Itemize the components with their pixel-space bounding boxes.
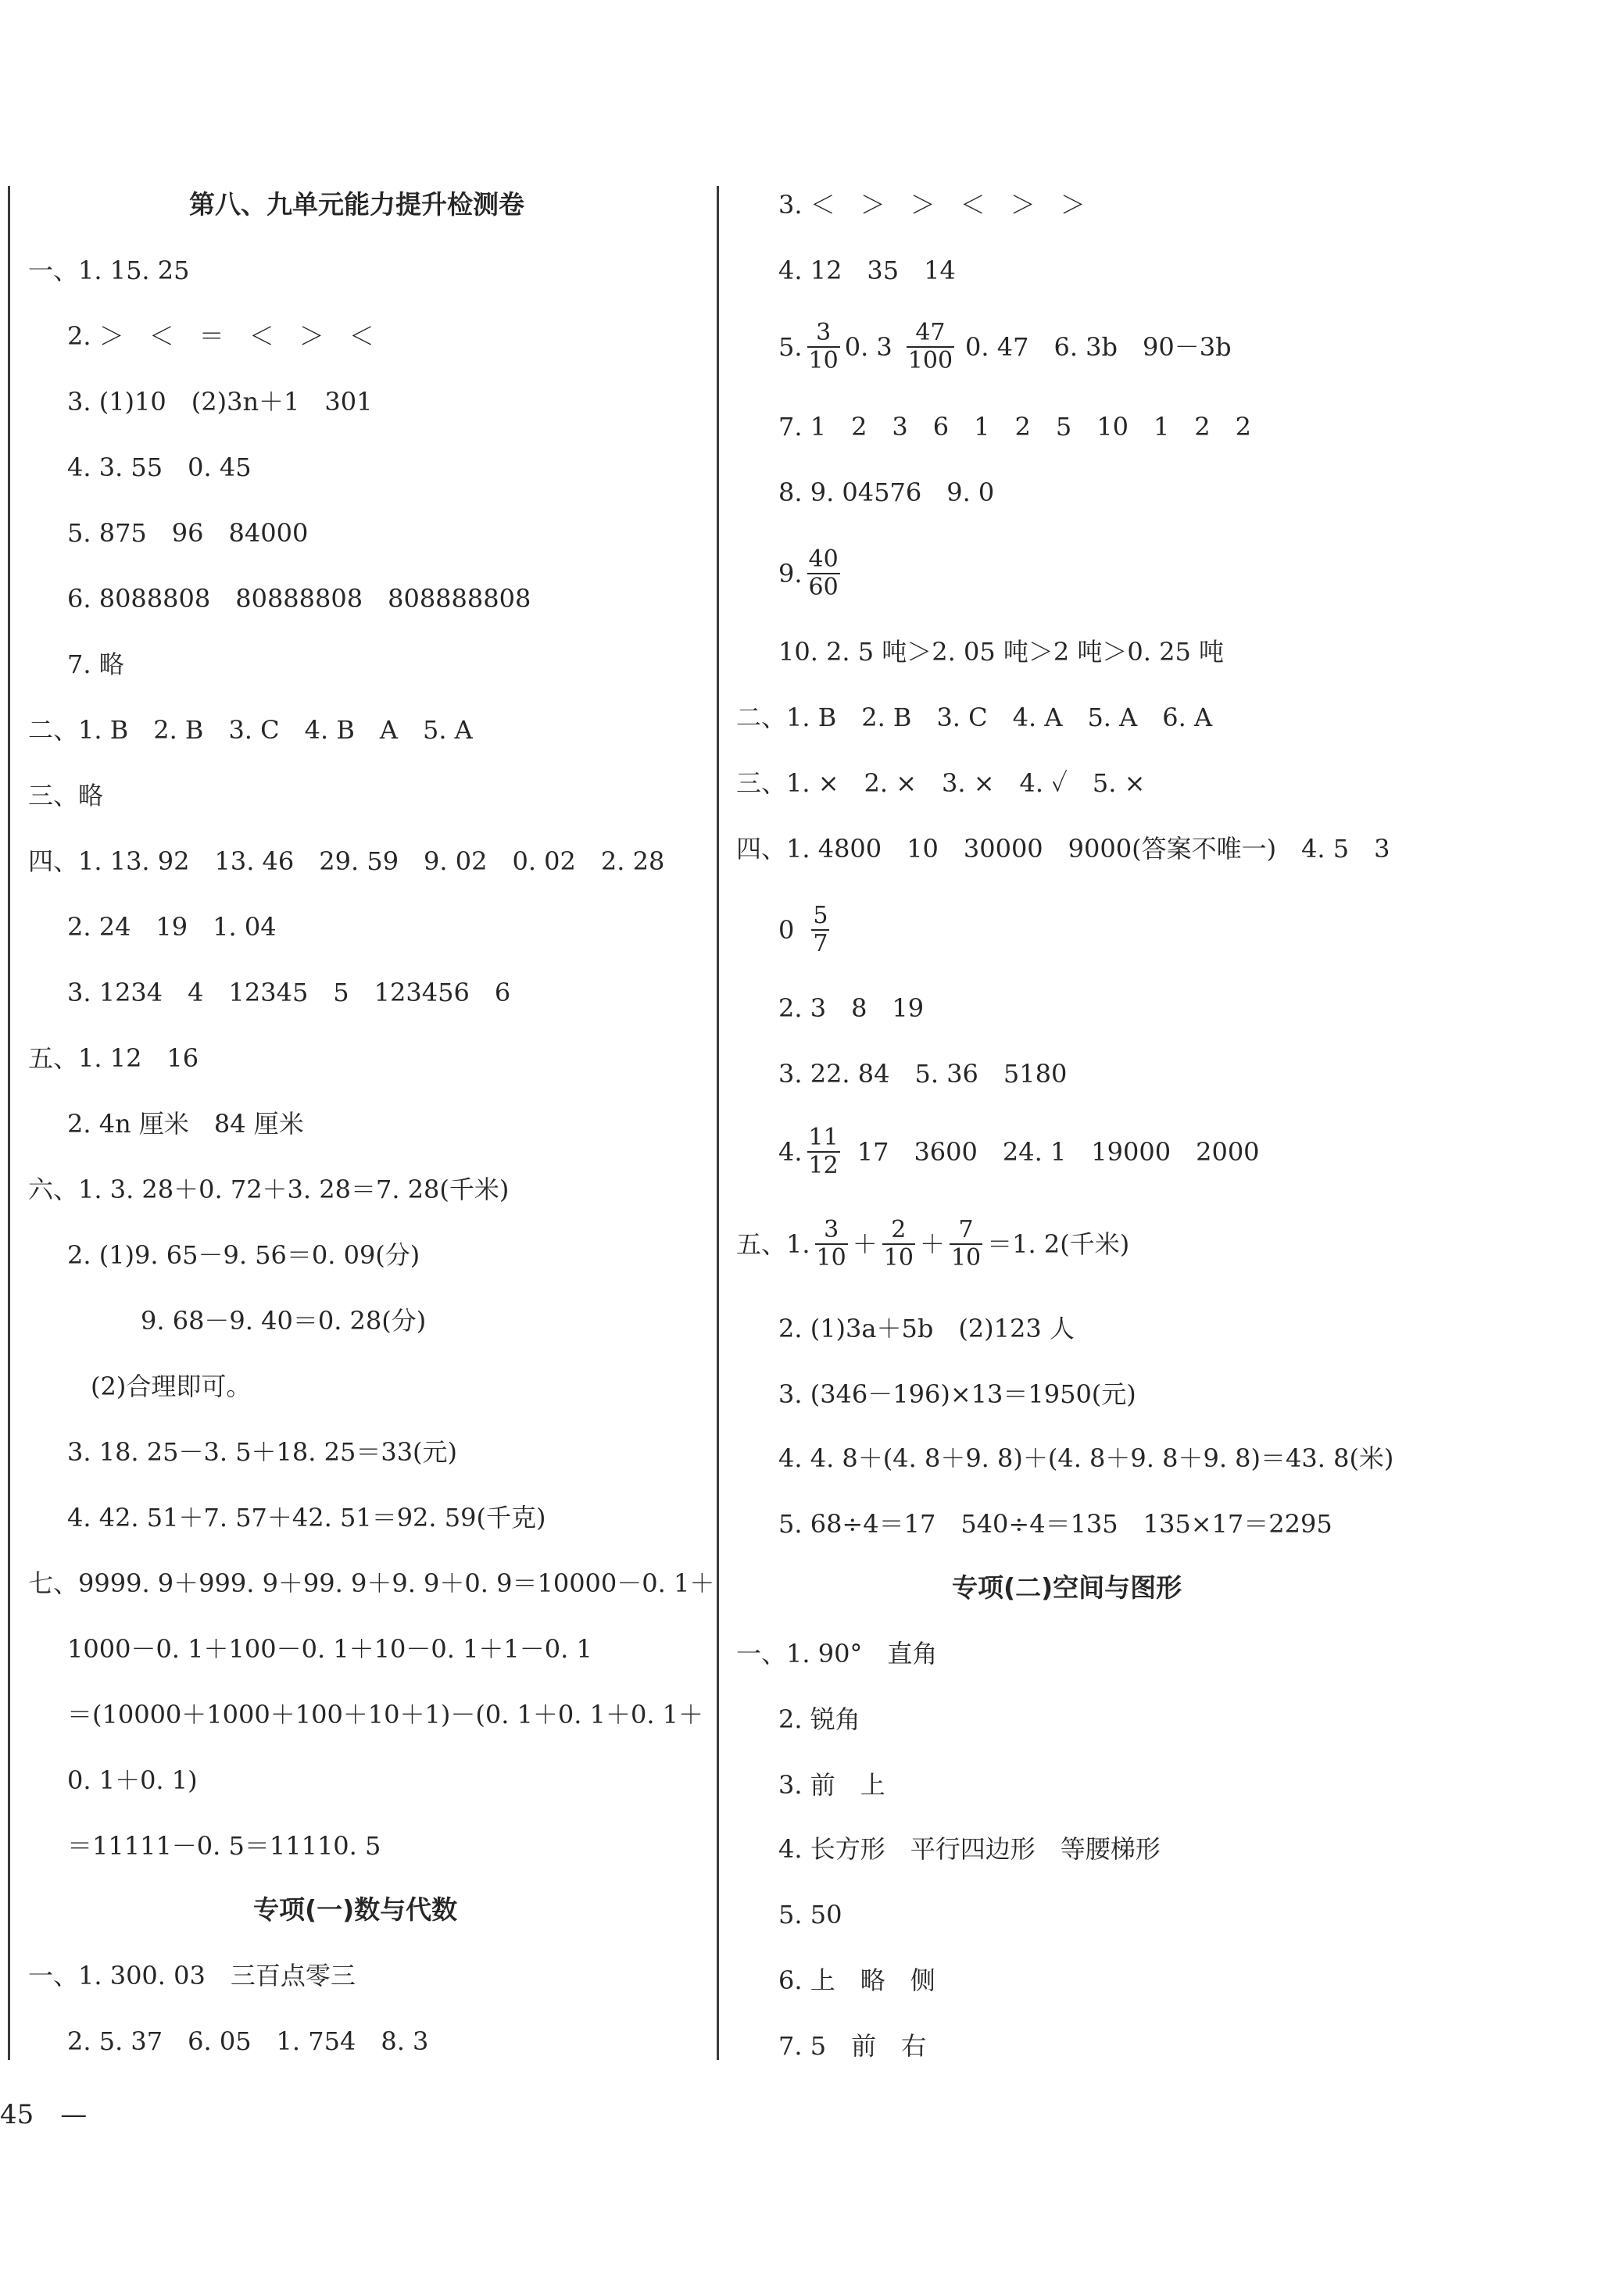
left-line-12: 3. 1234 4 12345 5 123456 6 <box>67 978 511 1007</box>
left-line-23: ＝(10000＋1000＋100＋10＋1)－(0. 1＋0. 1＋0. 1＋ <box>67 1700 704 1729</box>
right-line-5: 5. $\frac{3}{10}$ 0. 3 $\frac{47}{100}$ 0. 47 6. 3b 90－3b <box>778 319 1232 374</box>
right-line-29: 7. 5 前 右 <box>778 2031 927 2061</box>
left-line-20: 4. 42. 51＋7. 57＋42. 51＝92. 59(千克) <box>67 1503 546 1532</box>
left-line-4: 4. 3. 55 0. 45 <box>67 452 252 482</box>
right-line-4: 4. 12 35 14 <box>778 256 956 285</box>
left-line-2: 2. ＞ ＜ ＝ ＜ ＞ ＜ <box>67 321 374 351</box>
left-line-7: 7. 略 <box>67 649 124 679</box>
right-line-20: 3. (346－196)×13＝1950(元) <box>778 1379 1136 1409</box>
fraction: $\frac{7}{10}$ <box>950 1216 982 1271</box>
right-line-25: 3. 前 上 <box>778 1770 885 1800</box>
right-line-22: 5. 68÷4＝17 540÷4＝135 135×17＝2295 <box>778 1509 1332 1539</box>
fraction: $\frac{5}{7}$ <box>813 902 828 957</box>
right-line-9: 9. $\frac{40}{60}$ <box>778 545 839 601</box>
left-line-11: 2. 24 19 1. 04 <box>67 912 277 942</box>
right-line-27: 5. 50 <box>778 1900 842 1929</box>
left-line-1: 一、1. 15. 25 <box>28 256 190 285</box>
left-line-24: 0. 1＋0. 1) <box>67 1765 198 1795</box>
left-line-25: ＝11111－0. 5＝11110. 5 <box>67 1831 381 1861</box>
right-line-17: 4. $\frac{11}{12}$ 17 3600 24. 1 19000 2000 <box>778 1124 1260 1179</box>
right-line-7: 7. 1 2 3 6 1 2 5 10 1 2 2 <box>778 412 1252 442</box>
right-line-21: 4. 4. 8＋(4. 8＋9. 8)＋(4. 8＋9. 8＋9. 8)＝43. 8(米) <box>778 1443 1394 1473</box>
right-line-13: 四、1. 4800 10 30000 9000(答案不唯一) 4. 5 3 <box>736 834 1390 864</box>
left-line-5: 5. 875 96 84000 <box>67 518 309 548</box>
left-line-8: 二、1. B 2. B 3. C 4. B A 5. A <box>28 715 473 745</box>
fraction: $\frac{40}{60}$ <box>808 545 839 601</box>
left-line-9: 三、略 <box>28 781 104 810</box>
right-line-3: 3. ＜ ＞ ＞ ＜ ＞ ＞ <box>778 190 1086 220</box>
left-line-19: 3. 18. 25－3. 5＋18. 25＝33(元) <box>67 1437 458 1467</box>
right-line-23: 一、1. 90° 直角 <box>736 1639 938 1668</box>
left-line-6: 6. 8088808 80888808 808888808 <box>67 584 531 613</box>
right-line-15: 2. 3 8 19 <box>778 993 925 1023</box>
left-line-14: 2. 4n 厘米 84 厘米 <box>67 1109 304 1139</box>
left-line-16: 2. (1)9. 65－9. 56＝0. 09(分) <box>67 1240 420 1270</box>
fraction: $\frac{2}{10}$ <box>883 1216 914 1271</box>
left-line-26: 一、1. 300. 03 三百点零三 <box>28 1961 356 1990</box>
right-line-16: 3. 22. 84 5. 36 5180 <box>778 1059 1068 1089</box>
right-line-12: 三、1. × 2. × 3. × 4. ✓ 5. × <box>736 768 1146 798</box>
section-title-unit-8-9: 第八、九单元能力提升检测卷 <box>189 189 524 220</box>
left-margin-rule <box>8 186 10 2060</box>
page-number: 45 — <box>0 2099 88 2130</box>
right-line-24: 2. 锐角 <box>778 1704 860 1734</box>
left-line-22: 1000－0. 1＋100－0. 1＋10－0. 1＋1－0. 1 <box>67 1634 592 1664</box>
fraction: $\frac{11}{12}$ <box>808 1124 839 1179</box>
column-divider <box>717 186 719 2060</box>
right-line-26: 4. 长方形 平行四边形 等腰梯形 <box>778 1834 1161 1864</box>
left-line-21: 七、9999. 9＋999. 9＋99. 9＋9. 9＋0. 9＝10000－0. 1＋ <box>28 1568 715 1598</box>
right-line-18: 五、1. $\frac{3}{10}$ ＋ $\frac{2}{10}$ ＋ $\frac{7}{10}$ ＝1. 2(千米) <box>736 1216 1130 1271</box>
fraction: $\frac{47}{100}$ <box>907 319 953 374</box>
fraction: $\frac{3}{10}$ <box>808 319 839 374</box>
right-line-19: 2. (1)3a＋5b (2)123 人 <box>778 1314 1075 1343</box>
right-line-8: 8. 9. 04576 9. 0 <box>778 477 995 507</box>
right-line-11: 二、1. B 2. B 3. C 4. A 5. A 6. A <box>736 703 1213 732</box>
left-line-10: 四、1. 13. 92 13. 46 29. 59 9. 02 0. 02 2. 28 <box>28 846 665 876</box>
left-line-18: (2)合理即可。 <box>91 1372 252 1401</box>
right-line-10: 10. 2. 5 吨＞2. 05 吨＞2 吨＞0. 25 吨 <box>778 637 1225 667</box>
left-line-3: 3. (1)10 (2)3n＋1 301 <box>67 387 373 417</box>
left-line-13: 五、1. 12 16 <box>28 1043 199 1073</box>
right-line-14: 0 $\frac{5}{7}$ <box>778 902 828 957</box>
section-title-space-geometry: 专项(二)空间与图形 <box>952 1572 1182 1603</box>
fraction: $\frac{3}{10}$ <box>816 1216 846 1271</box>
section-title-number-algebra: 专项(一)数与代数 <box>253 1894 458 1925</box>
left-line-17: 9. 68－9. 40＝0. 28(分) <box>141 1306 427 1336</box>
left-line-27: 2. 5. 37 6. 05 1. 754 8. 3 <box>67 2026 429 2056</box>
left-line-15: 六、1. 3. 28＋0. 72＋3. 28＝7. 28(千米) <box>28 1175 510 1204</box>
right-line-28: 6. 上 略 侧 <box>778 1965 935 1995</box>
